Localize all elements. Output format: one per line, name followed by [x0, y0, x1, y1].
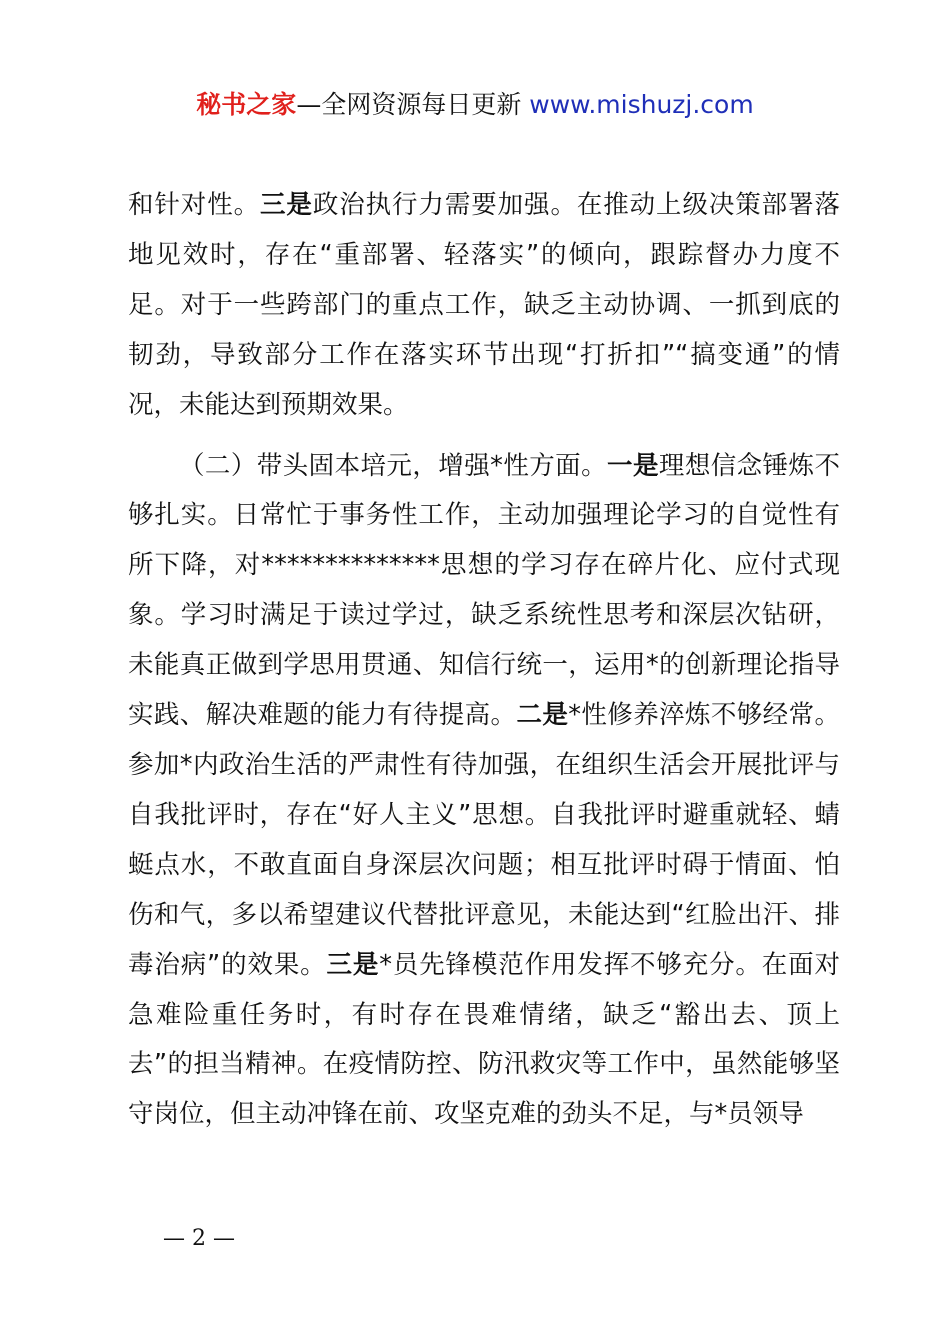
paragraph-text: *员先锋模范作用发挥不够充分。在面对急难险重任务时，有时存在畏难情绪，缺乏“豁出去、顶上去”的担当精神。在疫情防控、防汛救灾等工作中，虽然能够坚守岗位，但主动冲锋在前、攻坚克难的劲头不足，与*员领导 [128, 949, 840, 1130]
paragraph [128, 181, 840, 431]
paragraph-text: 理想信念锤炼不够扎实。日常忙于事务性工作，主动加强理论学习的自觉性有所下降，对**************思想的学习存在碎片化、应付式现象。学习时满足于读过学过，缺乏系统性思考和深层次钻研，未能真正做到学思用贯通、知信行统一，运用*的创新理论指导实践、解决难题的能力有待提高。 [128, 450, 840, 731]
paragraph [128, 442, 840, 1141]
paragraph-text: 政治执行力需要加强。在推动上级决策部署落地见效时，存在“重部署、轻落实”的倾向，跟踪督办力度不足。对于一些跨部门的重点工作，缺乏主动协调、一抓到底的韧劲，导致部分工作在落实环节出现“打折扣”“搞变通”的情况，未能达到预期效果。 [128, 190, 840, 420]
site-brand: 秘书之家 [196, 90, 297, 119]
site-header [0, 86, 950, 124]
bold-marker: 三是 [326, 949, 380, 980]
paragraph-text: *性修养淬炼不够经常。参加*内政治生活的严肃性有待加强，在组织生活会开展批评与自我批评时，存在“好人主义”思想。自我批评时避重就轻、蜻蜓点水，不敢直面自身深层次问题；相互批评时碍于情面、怕伤和气，多以希望建议代替批评意见，未能达到“红脸出汗、排毒治病”的效果。 [128, 700, 840, 980]
paragraph-text: 和针对性。 [128, 190, 261, 220]
page-number: — 2 — [163, 1226, 235, 1251]
document-body [128, 181, 840, 1140]
site-url-link[interactable]: www.mishuzj.com [529, 90, 754, 119]
bold-marker: 二是 [516, 700, 569, 731]
site-tagline: —全网资源每日更新 [296, 90, 522, 119]
bold-marker: 三是 [260, 190, 313, 220]
bold-marker: 一是 [607, 450, 659, 481]
paragraph-text: （二）带头固本培元，增强*性方面。 [179, 450, 608, 481]
